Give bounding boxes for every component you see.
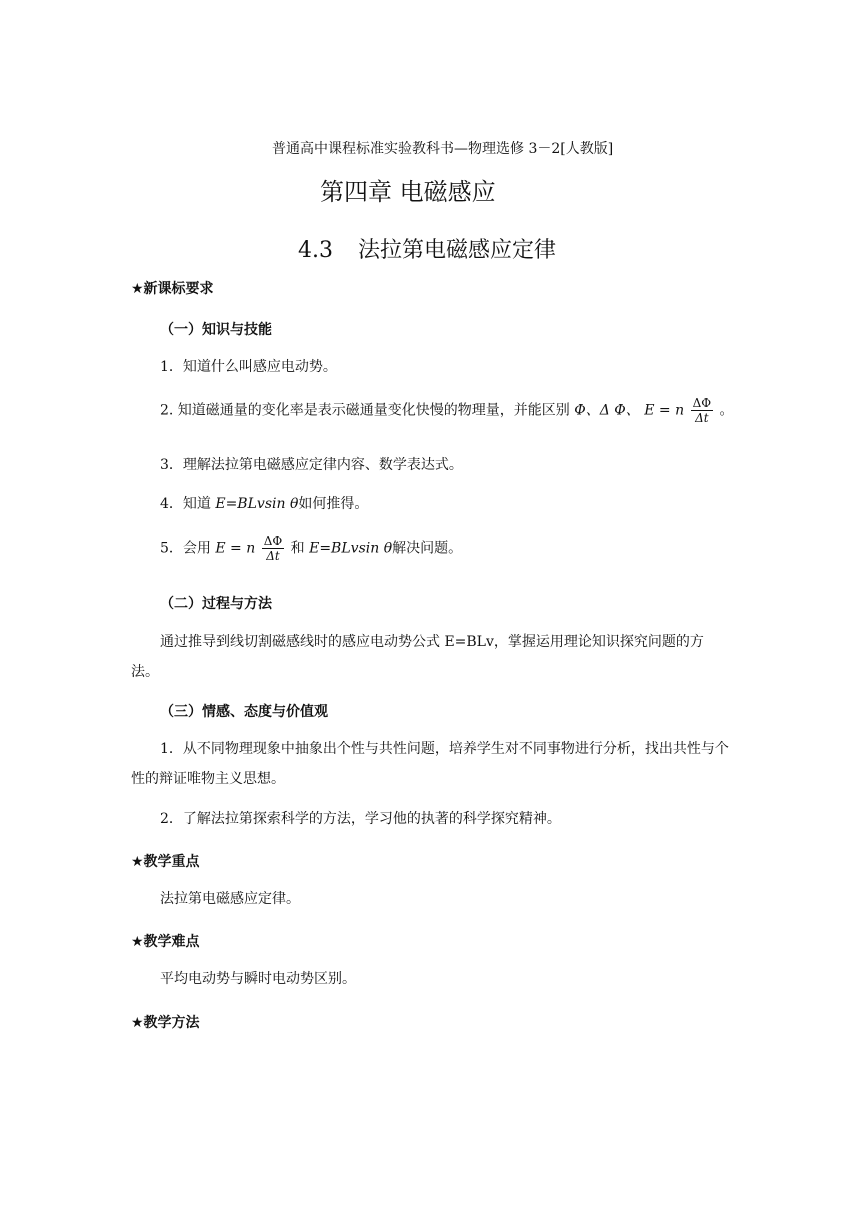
item-2-symbols: Φ、Δ Φ、 — [574, 402, 640, 419]
teaching-difficulty-text: 平均电动势与瞬时电动势区别。 — [160, 971, 356, 987]
item-4-prefix: 4．知道 — [160, 496, 216, 512]
item-5-suffix: 解决问题。 — [392, 540, 463, 557]
item-2-end: 。 — [719, 402, 734, 419]
item-5 — [160, 534, 462, 563]
section-number: 4.3 — [298, 238, 333, 263]
section-name: 法拉第电磁感应定律 — [358, 238, 557, 263]
item-5-sin: sin θ — [358, 540, 393, 557]
heading-teaching-method: ★教学方法 — [131, 1015, 200, 1031]
item-2 — [160, 396, 734, 425]
subheading-knowledge-skills: （一）知识与技能 — [160, 322, 272, 338]
item-5-prefix: 5．会用 — [160, 540, 216, 557]
item-4 — [160, 494, 368, 514]
item-4-suffix: 如何推得。 — [298, 496, 369, 512]
heading-teaching-difficulty: ★教学难点 — [131, 934, 200, 950]
heading-new-curriculum: ★新课标要求 — [131, 281, 214, 297]
paragraph-process-method: 通过推导到线切割磁感线时的感应电动势公式 E=BLv，掌握运用理论知识探究问题的方法。 — [131, 634, 704, 680]
item-5-mid: 和 — [290, 540, 310, 557]
item-5-formula: E=BLv — [309, 540, 359, 557]
item-4-formula: E=BLv — [215, 496, 265, 512]
chapter-title — [320, 172, 496, 207]
item-1: 1．知道什么叫感应电动势。 — [160, 359, 337, 375]
fraction-denominator: Δt — [266, 549, 280, 563]
paragraph-values-1: 1．从不同物理现象中抽象出个性与共性问题，培养学生对不同事物进行分析，找出共性与个性的辩证唯物主义思想。 — [131, 741, 729, 787]
fraction-denominator: Δt — [695, 411, 709, 425]
section-title — [298, 233, 556, 264]
item-3: 3．理解法拉第电磁感应定律内容、数学表达式。 — [160, 457, 463, 473]
chapter-title-text: 第四章 电磁感应 — [320, 178, 496, 206]
paragraph-values-2: 2．了解法拉第探索科学的方法，学习他的执著的科学探究精神。 — [160, 811, 561, 827]
item-2-text: 2. 知道磁通量的变化率是表示磁通量变化快慢的物理量，并能区别 — [160, 402, 570, 419]
item-2-fraction — [691, 396, 714, 425]
item-4-sin: sin θ — [264, 496, 299, 512]
item-5-fraction — [262, 534, 285, 563]
fraction-numerator: ΔΦ — [692, 396, 712, 410]
subheading-emotion-values: （三）情感、态度与价值观 — [160, 704, 328, 720]
teaching-focus-text: 法拉第电磁感应定律。 — [160, 891, 300, 907]
item-2-formula-lhs: E = n — [644, 402, 685, 419]
heading-teaching-focus: ★教学重点 — [131, 854, 200, 870]
series-title: 普通高中课程标准实验教科书—物理选修 3－2[人教版] — [272, 141, 614, 157]
item-5-formula-lhs: E = n — [215, 540, 256, 557]
subheading-process-method: （二）过程与方法 — [160, 596, 272, 612]
fraction-numerator: ΔΦ — [263, 534, 283, 548]
